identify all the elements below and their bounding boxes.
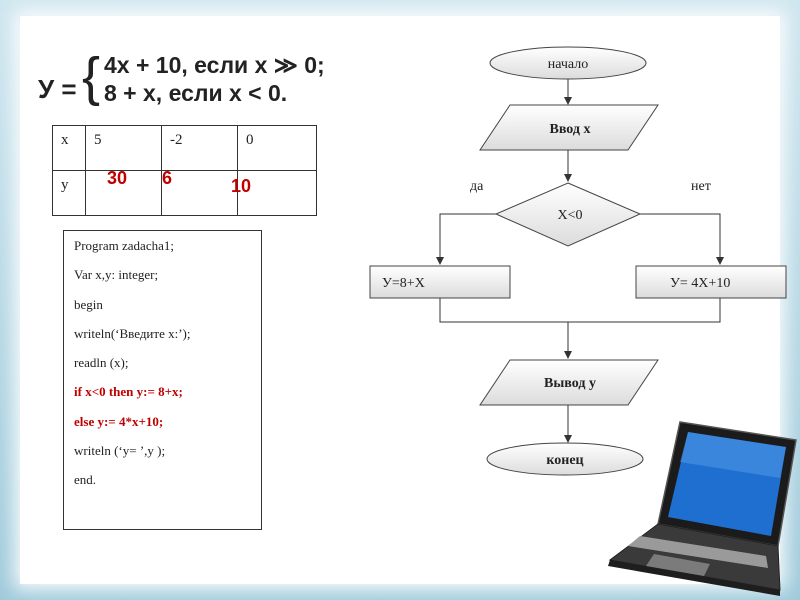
formula-lhs: У = xyxy=(38,74,77,104)
answer-y1: 30 xyxy=(107,168,128,188)
code-line: readln (x); xyxy=(74,355,129,371)
flow-no-label: нет xyxy=(691,179,711,194)
answer-y3: 10 xyxy=(231,176,252,196)
formula-case-1: 4x + 10, если x ≫ 0; xyxy=(104,52,325,78)
code-line: Program zadacha1; xyxy=(74,238,174,253)
flow-yes-process-label: У=8+Х xyxy=(382,276,425,291)
arrow-condition-no xyxy=(640,214,720,264)
code-line: writeln (‘y= ’,y ); xyxy=(74,443,166,459)
flow-condition-label: X<0 xyxy=(557,208,583,223)
code-line: writeln(‘Введите x:’); xyxy=(74,325,191,341)
flow-output-label: Вывод у xyxy=(544,376,596,391)
merge-line xyxy=(440,298,720,322)
flow-no-process-label: У= 4Х+10 xyxy=(670,276,731,291)
code-line: Var x,y: integer; xyxy=(74,267,159,283)
arrow-condition-yes xyxy=(440,214,496,264)
code-line: begin xyxy=(74,296,103,312)
formula-brace: { xyxy=(82,47,101,107)
flow-end-label: конец xyxy=(546,453,584,468)
code-line-highlight: else y:= 4*x+10; xyxy=(74,413,164,429)
code-line-highlight: if x<0 then y:= 8+x; xyxy=(74,384,183,400)
formula-case-2: 8 + x, если x < 0. xyxy=(104,80,288,106)
table-header-x: x xyxy=(53,126,86,171)
code-line: end. xyxy=(74,472,97,488)
table-header-y: у xyxy=(53,171,86,216)
laptop-icon xyxy=(600,418,800,600)
flow-start-label: начало xyxy=(547,57,589,72)
table-cell-x1: 5 xyxy=(86,126,162,171)
table-cell-x2: -2 xyxy=(162,126,238,171)
flow-input-label: Ввод х xyxy=(549,122,591,137)
answer-y2: 6 xyxy=(162,168,173,188)
flow-yes-label: да xyxy=(470,179,484,194)
table-cell-x3: 0 xyxy=(238,126,317,171)
